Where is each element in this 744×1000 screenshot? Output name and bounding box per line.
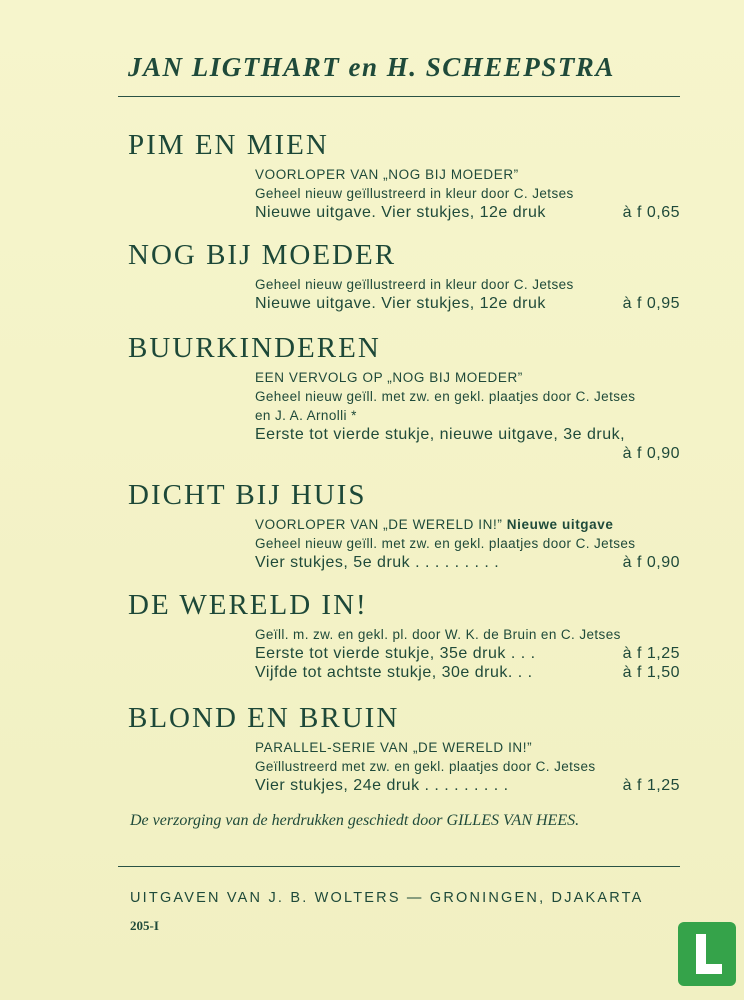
footer-divider: [118, 866, 680, 867]
book-price-line: [255, 294, 680, 313]
library-logo-icon: [678, 922, 736, 986]
book-title: BLOND EN BRUIN: [128, 702, 400, 734]
book-entry-buurkinderen: [128, 331, 680, 463]
edition-text: Vier stukjes, 24e druk . . . . . . . . .: [255, 777, 509, 794]
price-text: à f 0,90: [622, 445, 680, 462]
book-illustration-credit: Geheel nieuw geïllustreerd in kleur door C. Jetses: [255, 186, 574, 201]
reprint-note: De verzorging van de herdrukken geschiedt door GILLES VAN HEES.: [130, 812, 580, 829]
book-illustration-credit: Geïllustreerd met zw. en gekl. plaatjes door C. Jetses: [255, 759, 596, 774]
book-subtitle: PARALLEL-SERIE VAN „DE WERELD IN!”: [255, 740, 533, 755]
book-price-line: [255, 203, 680, 222]
edition-text: Vier stukjes, 5e druk . . . . . . . . .: [255, 554, 500, 571]
book-illustration-credit: Geheel nieuw geïllustreerd in kleur door C. Jetses: [255, 277, 574, 292]
catalog-code: 205-I: [130, 918, 159, 933]
authors-header: JAN LIGTHART en H. SCHEEPSTRA: [128, 52, 615, 82]
subtitle-text: VOORLOPER VAN „DE WERELD IN!”: [255, 517, 503, 532]
book-title: NOG BIJ MOEDER: [128, 239, 397, 271]
book-subtitle: VOORLOPER VAN „NOG BIJ MOEDER”: [255, 167, 519, 182]
book-price-line: [255, 644, 680, 663]
price-text: à f 0,95: [622, 295, 680, 312]
header-divider: [118, 96, 680, 97]
publisher-line: UITGAVEN VAN J. B. WOLTERS — GRONINGEN, DJAKARTA: [130, 890, 644, 906]
book-title: DICHT BIJ HUIS: [128, 479, 367, 511]
book-entry-pim-en-mien: [128, 128, 680, 222]
book-price-line: [255, 776, 680, 795]
book-entry-dicht-bij-huis: [128, 478, 680, 572]
book-illustration-credit: Geïll. m. zw. en gekl. pl. door W. K. de Bruin en C. Jetses: [255, 627, 621, 642]
price-text: à f 1,50: [622, 664, 680, 681]
book-illustration-credit-cont: en J. A. Arnolli *: [255, 408, 357, 423]
book-title: DE WERELD IN!: [128, 589, 368, 621]
edition-text: Nieuwe uitgave. Vier stukjes, 12e druk: [255, 295, 546, 312]
book-illustration-credit: Geheel nieuw geïll. met zw. en gekl. plaatjes door C. Jetses: [255, 536, 636, 551]
edition-text: Nieuwe uitgave. Vier stukjes, 12e druk: [255, 204, 546, 221]
book-price-line: [255, 663, 680, 682]
price-text: à f 0,90: [622, 554, 680, 571]
book-price-line: [255, 553, 680, 572]
new-edition-label: Nieuwe uitgave: [506, 517, 614, 532]
book-entry-blond-en-bruin: [128, 701, 680, 795]
price-text: à f 1,25: [622, 645, 680, 662]
book-title: BUURKINDEREN: [128, 332, 381, 364]
book-subtitle: EEN VERVOLG OP „NOG BIJ MOEDER”: [255, 370, 523, 385]
price-text: à f 0,65: [622, 204, 680, 221]
edition-text: Vijfde tot achtste stukje, 30e druk. . .: [255, 664, 533, 681]
edition-text: Eerste tot vierde stukje, nieuwe uitgave, 3e druk,: [255, 426, 626, 443]
book-title: PIM EN MIEN: [128, 129, 329, 161]
edition-text: Eerste tot vierde stukje, 35e druk . . .: [255, 645, 536, 662]
book-subtitle: [255, 515, 680, 534]
price-text: à f 1,25: [622, 777, 680, 794]
book-entry-de-wereld-in: [128, 588, 680, 682]
book-illustration-credit: Geheel nieuw geïll. met zw. en gekl. plaatjes door C. Jetses: [255, 389, 636, 404]
book-entry-nog-bij-moeder: [128, 238, 680, 313]
